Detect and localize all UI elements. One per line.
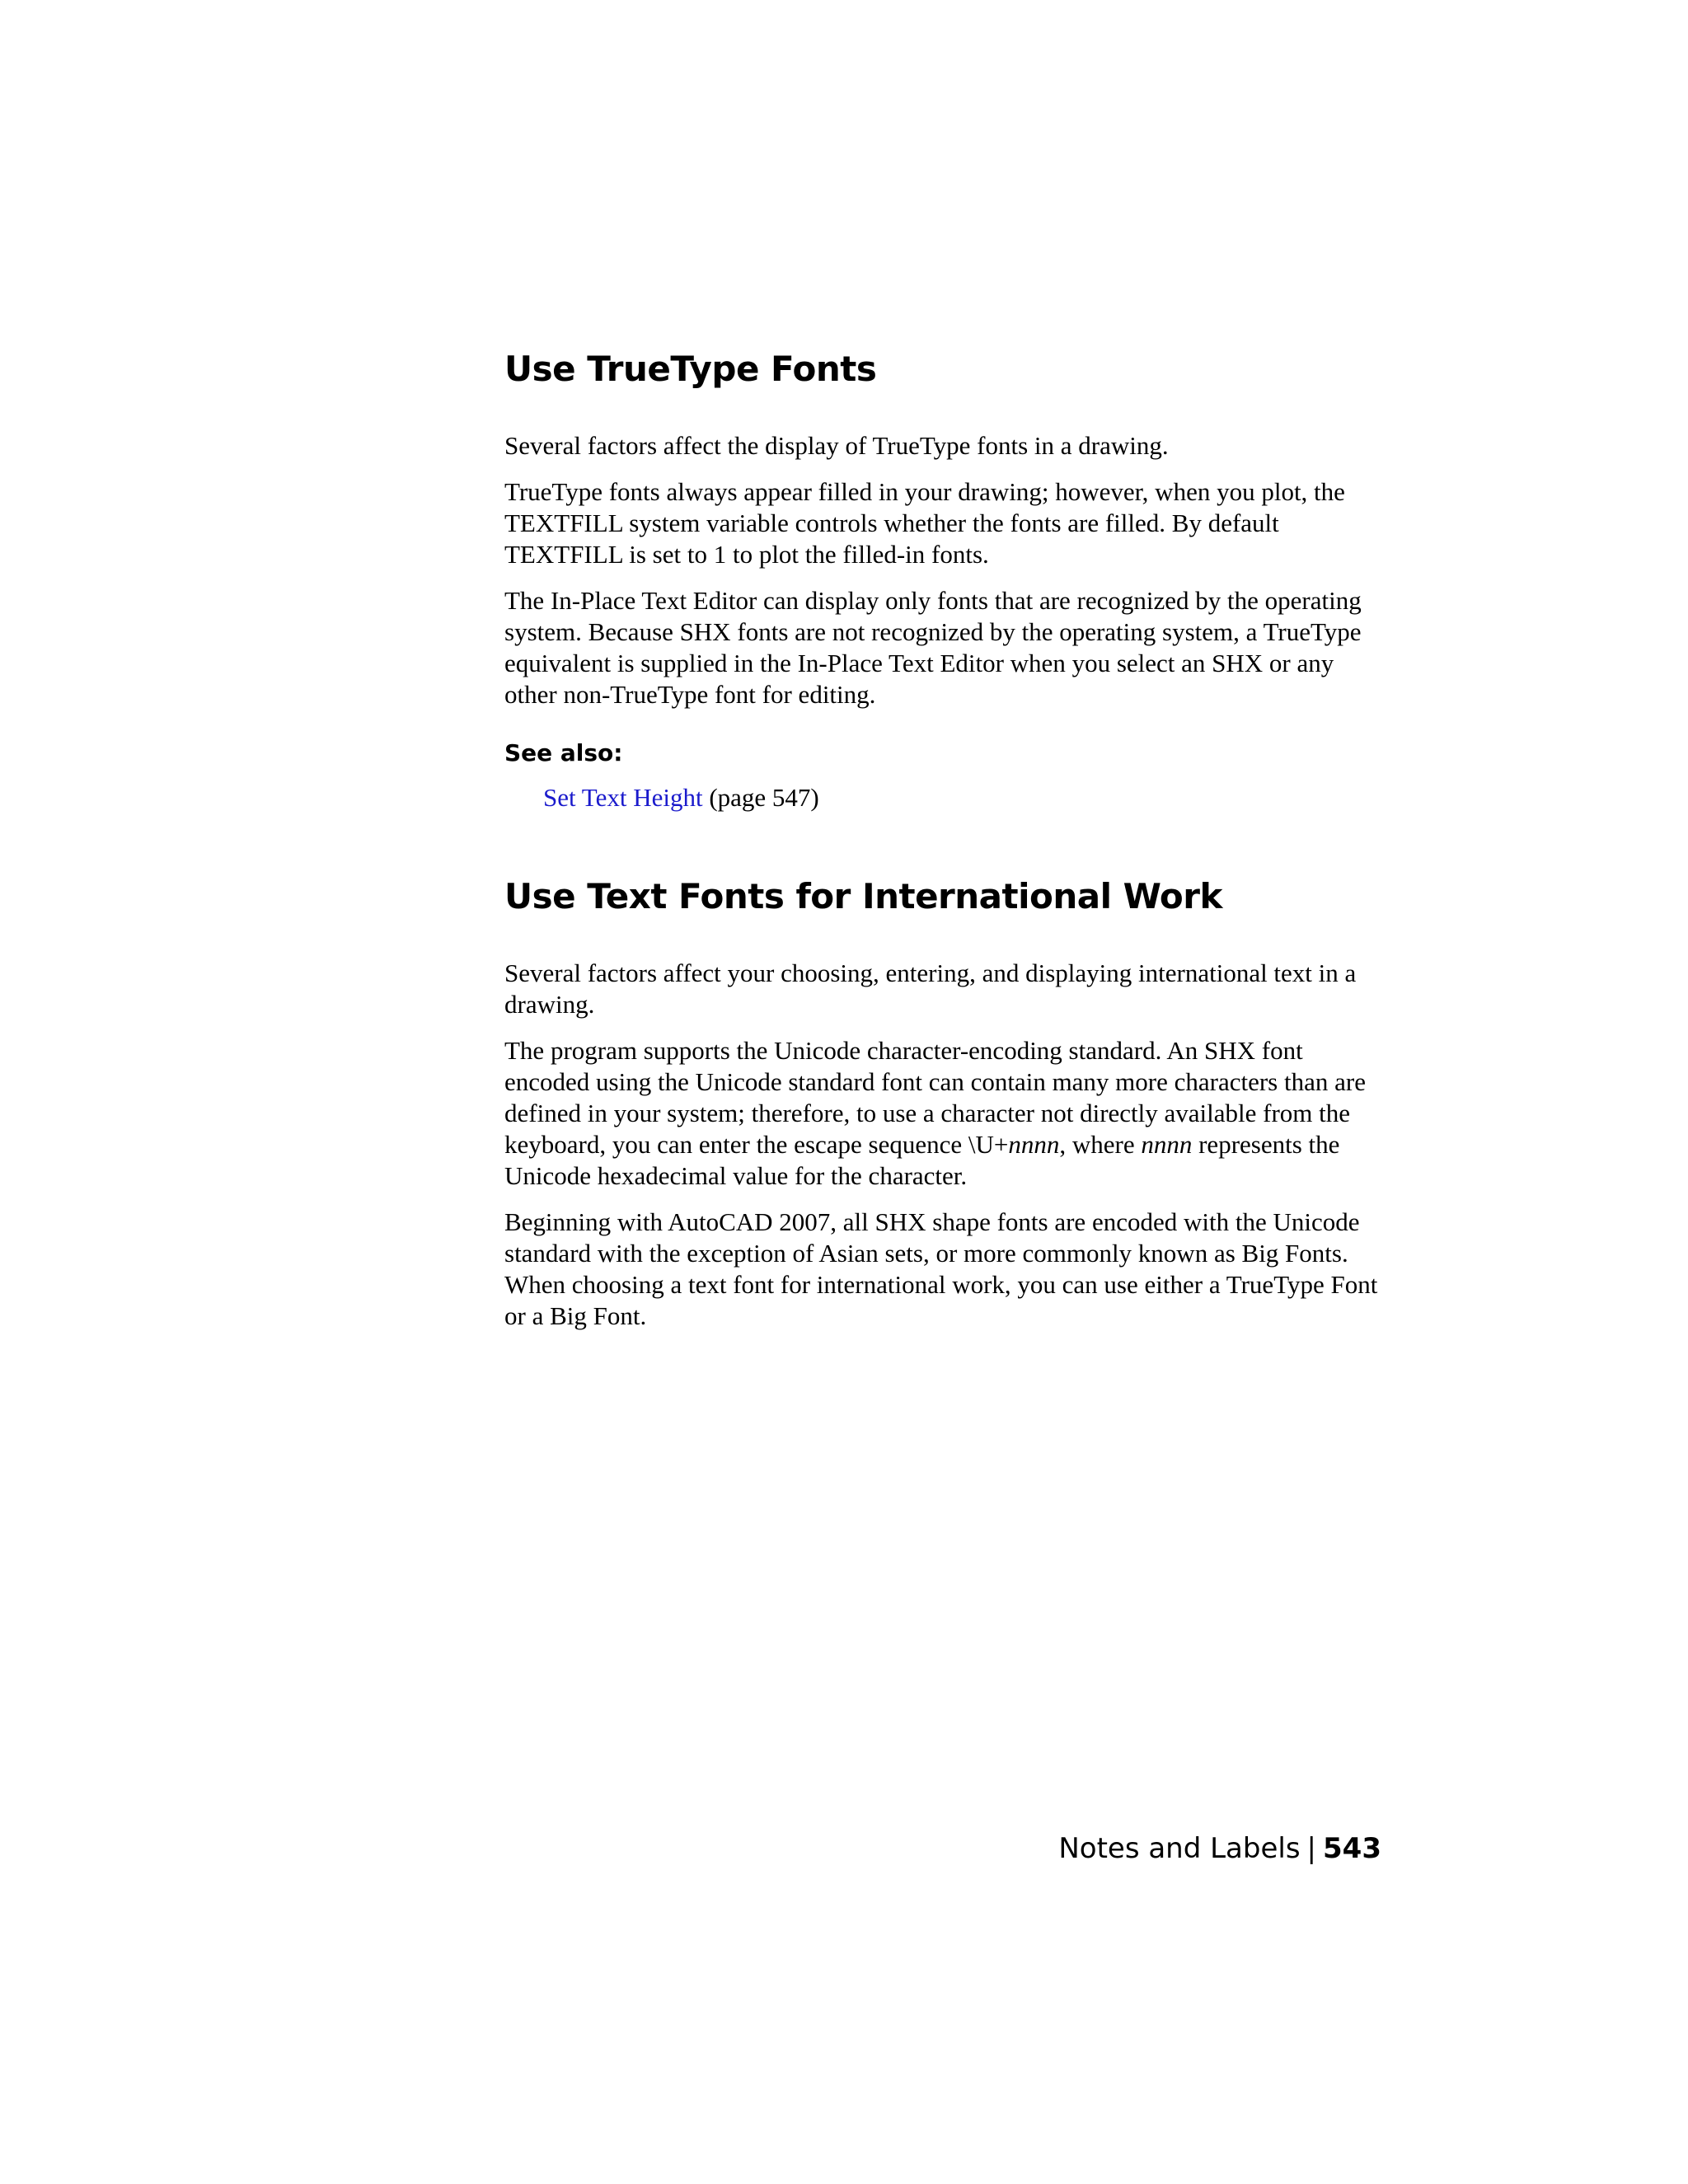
italic-text: nnnn bbox=[1141, 1130, 1193, 1159]
footer-separator: | bbox=[1306, 1832, 1317, 1865]
chapter-name: Notes and Labels bbox=[1058, 1832, 1301, 1865]
page-footer bbox=[1058, 1830, 1381, 1867]
page-content bbox=[504, 344, 1388, 1332]
section-title-truetype: Use TrueType Fonts bbox=[504, 349, 877, 389]
text-run: represents the Unicode hexadecimal value for the character. bbox=[504, 1130, 1340, 1190]
see-also-item bbox=[504, 781, 1388, 814]
paragraph: Several factors affect your choosing, entering, and displaying international text in a drawing. bbox=[504, 958, 1357, 1019]
set-text-height-link[interactable]: Set Text Height bbox=[543, 783, 703, 812]
see-also-label: See also: bbox=[504, 739, 623, 766]
paragraph: Beginning with AutoCAD 2007, all SHX shape fonts are encoded with the Unicode standard with the exception of Asian sets, or more commonly known as Big Fonts. When choosing a text font for international work, you can use either a TrueType Font or a Big Font. bbox=[504, 1207, 1378, 1330]
page-number: 543 bbox=[1323, 1832, 1381, 1865]
section-title-international: Use Text Fonts for International Work bbox=[504, 876, 1222, 916]
text-run: The program supports the Unicode character-encoding standard. An SHX font encoded using the Unicode standard font can contain many more characters than are defined in your system; therefore, to use a character not directly available from the keyboard, you can enter the escape sequence \U+ bbox=[504, 1036, 1366, 1159]
italic-text: nnnn bbox=[1008, 1130, 1060, 1159]
page-reference: (page 547) bbox=[702, 783, 819, 812]
paragraph: The In-Place Text Editor can display only fonts that are recognized by the operating system. Because SHX fonts are not recognized by the operating system, a TrueType equivalent is supplied in the In-Place Text Editor when you select an SHX or any other non-TrueType font for editing. bbox=[504, 586, 1362, 709]
text-run: , where bbox=[1059, 1130, 1142, 1159]
paragraph: Several factors affect the display of TrueType fonts in a drawing. bbox=[504, 431, 1169, 460]
paragraph-unicode bbox=[504, 1035, 1388, 1192]
paragraph: TrueType fonts always appear filled in your drawing; however, when you plot, the TEXTFILL system variable controls whether the fonts are filled. By default TEXTFILL is set to 1 to plot the filled-in fonts. bbox=[504, 477, 1345, 569]
